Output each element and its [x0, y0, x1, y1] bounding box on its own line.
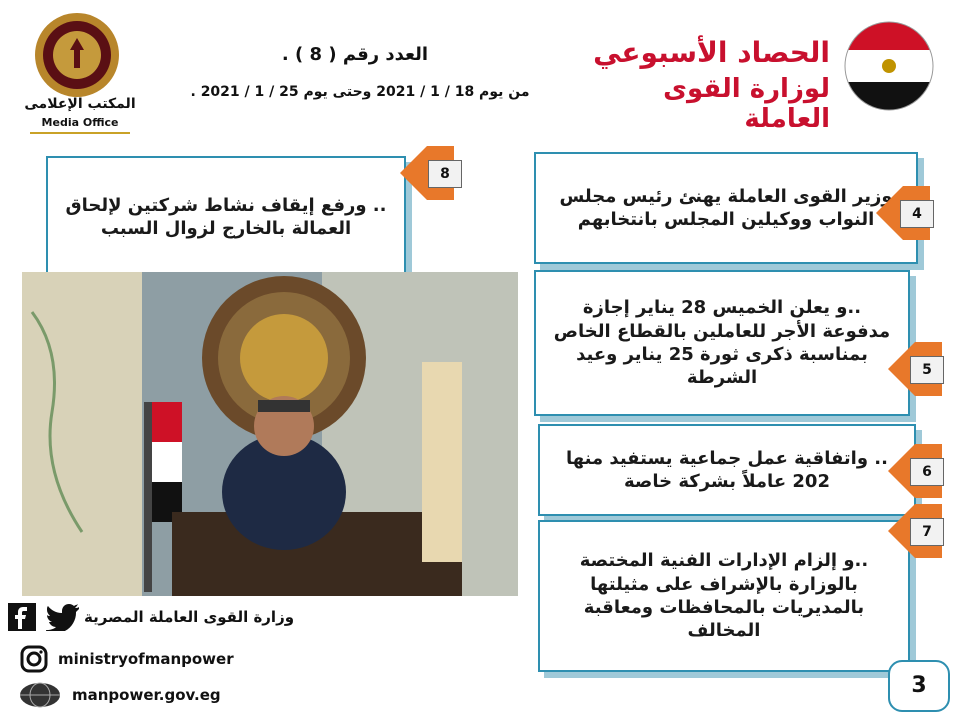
twitter-icon[interactable] [46, 603, 74, 631]
social-instagram [20, 642, 350, 676]
news-card-text: ..و يعلن الخميس 28 يناير إجازة مدفوعة الأجر للعاملين بالقطاع الخاص بمناسبة ذكرى ثورة 25 يناير وعيد الشرطة [553, 297, 891, 389]
news-card-text: وزير القوى العاملة يهنئ رئيس مجلس النواب ووكيلين المجلس بانتخابهم [559, 185, 893, 230]
facebook-icon[interactable] [8, 603, 36, 631]
instagram-handle[interactable]: ministryofmanpower [58, 650, 234, 668]
website-link[interactable]: manpower.gov.eg [72, 686, 221, 704]
divider [30, 132, 130, 134]
ministry-seal-logo [22, 10, 132, 100]
news-number-badge: 7 [910, 518, 944, 546]
news-number-badge: 6 [910, 458, 944, 486]
news-number-badge: 5 [910, 356, 944, 384]
media-office-english: Media Office [41, 116, 119, 129]
news-card-6 [538, 424, 916, 516]
news-number-badge: 4 [900, 200, 934, 228]
news-card-7 [538, 520, 910, 672]
egypt-flag-ball-icon [834, 18, 944, 114]
social-facebook-twitter [8, 600, 338, 634]
news-card-4 [534, 152, 918, 264]
facebook-twitter-handle[interactable]: وزارة القوى العاملة المصرية [84, 608, 295, 626]
news-card-5 [534, 270, 910, 416]
issue-number: العدد رقم ( 8 ) . [281, 44, 429, 65]
page-number: 3 [888, 660, 950, 712]
news-card-8 [46, 156, 406, 278]
social-website [18, 678, 348, 712]
title-weekly-harvest: الحصاد الأسبوعي [593, 36, 830, 69]
title-ministry: لوزارة القوى العاملة [663, 74, 830, 134]
news-card-text: ..و إلزام الإدارات الفنية المختصة بالوزارة بالإشراف على مثيلتها بالمديريات بالمحافظات ومعاقبة المخالف [579, 550, 869, 642]
instagram-icon[interactable] [20, 645, 48, 673]
news-card-text: .. ورفع إيقاف نشاط شركتين لإلحاق العمالة بالخارج لزوال السبب [65, 194, 387, 239]
minister-photo [22, 272, 518, 596]
media-office-arabic: المكتب الإعلامى [24, 96, 136, 112]
date-range: من يوم 18 / 1 / 2021 وحتى يوم 25 / 1 / 2021 . [190, 84, 530, 100]
news-number-badge: 8 [428, 160, 462, 188]
globe-icon [18, 681, 62, 709]
news-card-text: .. واتفاقية عمل جماعية يستفيد منها 202 عاملاً بشركة خاصة [566, 447, 888, 492]
